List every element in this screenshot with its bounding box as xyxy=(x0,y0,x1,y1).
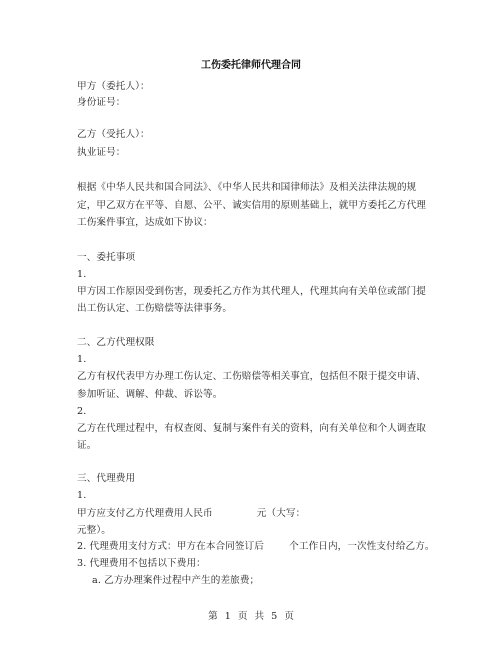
party-a-id-line: 身份证号： xyxy=(77,97,126,108)
clause-text: 参加听证、调解、仲裁、诉讼等。 xyxy=(77,389,223,400)
party-b-license-line: 执业证号： xyxy=(77,147,126,158)
clause-text: 元整）。 xyxy=(77,525,111,536)
party-a-line: 甲方（委托人）： xyxy=(77,81,150,92)
clause-text: 2. 代理费用支付方式：甲方在本合同签订后 个工作日内，一次性支付给乙方。 xyxy=(77,541,435,552)
clause-number: 2. xyxy=(77,406,87,417)
clause-number: 1. xyxy=(77,269,87,280)
section-heading: 一、委托事项 xyxy=(77,252,136,263)
clause-text: 出工伤认定、工伤赔偿等法律事务。 xyxy=(77,303,233,314)
preamble-line: 工伤案件事宜，达成如下协议： xyxy=(77,217,213,228)
section-heading: 三、代理费用 xyxy=(77,473,136,484)
clause-text: 3. 代理费用不包括以下费用： xyxy=(77,558,206,569)
clause-number: 1. xyxy=(77,490,87,501)
clause-text: 证。 xyxy=(77,440,97,451)
clause-subitem: a. 乙方办理案件过程中产生的差旅费； xyxy=(92,575,260,586)
clause-text: 乙方在代理过程中，有权查阅、复制与案件有关的资料，向有关单位和个人调查取 xyxy=(77,423,426,434)
preamble-line: 定，甲乙双方在平等、自愿、公平、诚实信用的原则基础上，就甲方委托乙方代理 xyxy=(77,200,426,211)
clause-text: 乙方有权代表甲方办理工伤认定、工伤赔偿等相关事宜，包括但不限于提交申请、 xyxy=(77,371,426,382)
section-heading: 二、乙方代理权限 xyxy=(77,337,155,348)
preamble-line: 根据《中华人民共和国合同法》、《中华人民共和国律师法》及相关法律法规的规 xyxy=(77,182,417,193)
document-title: 工伤委托律师代理合同 xyxy=(201,60,301,71)
clause-number: 1. xyxy=(77,354,87,365)
clause-text: 甲方应支付乙方代理费用人民币 元（大写： xyxy=(77,508,306,519)
party-b-line: 乙方（受托人）： xyxy=(77,129,150,140)
page-number: 第 1 页 共 5 页 xyxy=(208,611,294,622)
clause-text: 甲方因工作原因受到伤害，现委托乙方作为其代理人，代理其向有关单位或部门提 xyxy=(77,286,426,297)
